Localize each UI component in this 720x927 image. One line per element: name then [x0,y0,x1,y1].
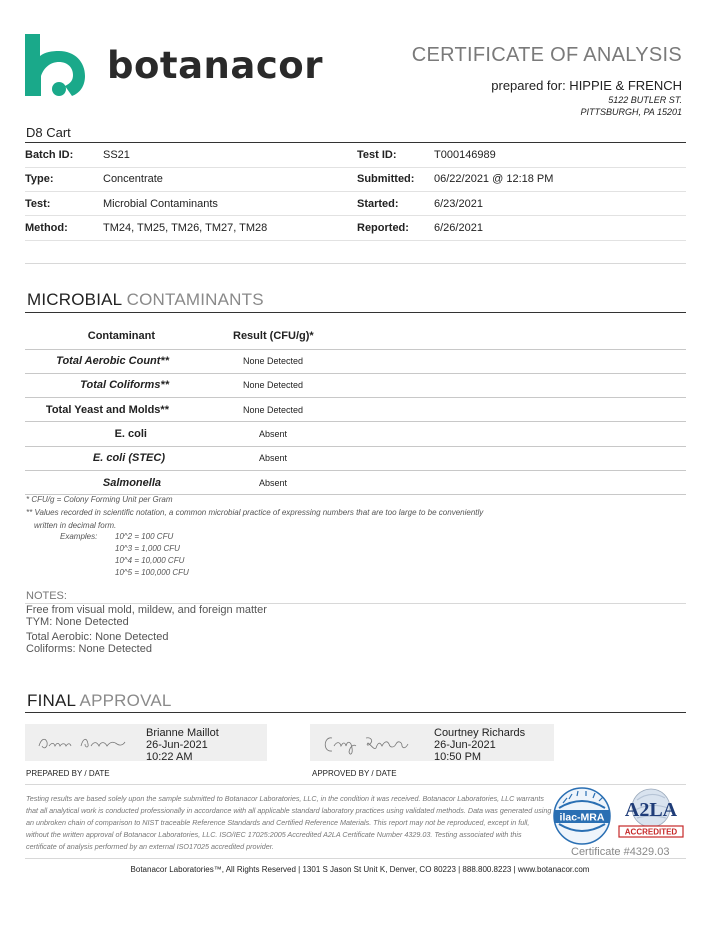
note-line: Free from visual mold, mildew, and foreign matter [26,604,267,616]
test-value: Microbial Contaminants [103,192,357,216]
type-label: Type: [25,167,103,191]
reported-label: Reported: [357,216,434,240]
contaminant-result: Absent [177,422,686,446]
prepared-for: prepared for: HIPPIE & FRENCH [491,78,682,93]
table-row [25,446,686,470]
col-contaminant: Contaminant [25,324,177,349]
approver-date: 26-Jun-2021 [434,739,496,751]
preparer-signature [25,724,135,761]
batch-id-label: Batch ID: [25,143,103,167]
submitted-label: Submitted: [357,167,434,191]
table-row [25,349,686,373]
col-result: Result (CFU/g)* [177,324,686,349]
microbial-section-title: MICROBIAL CONTAMINANTS [27,290,264,309]
client-address-line1: 5122 BUTLER ST. [608,95,682,105]
table-row [25,470,686,494]
example-line: 10^3 = 1,000 CFU [115,544,180,553]
table-row [25,422,686,446]
footnote-notation: ** Values recorded in scientific notation, a common microbial practice of expressing numbers that are too large to be conveniently [26,508,484,517]
microbial-results-table [25,324,686,495]
botanacor-logo [25,34,323,96]
reported-value: 6/26/2021 [434,216,686,240]
type-value: Concentrate [103,167,357,191]
client-address-line2: PITTSBURGH, PA 15201 [580,107,682,117]
preparer-signature-box [25,724,267,761]
prepared-by-caption: PREPARED BY / DATE [26,769,110,778]
notes-heading: NOTES: [26,590,67,602]
batch-id-value: SS21 [103,143,357,167]
preparer-date: 26-Jun-2021 [146,739,208,751]
started-label: Started: [357,192,434,216]
certificate-number: Certificate #4329.03 [571,846,670,858]
preparer-name: Brianne Maillot [146,727,219,739]
example-line: 10^2 = 100 CFU [115,532,174,541]
started-value: 6/23/2021 [434,192,686,216]
svg-text:ilac-MRA: ilac-MRA [559,811,605,824]
examples-label: Examples: [60,532,98,541]
contaminant-result: None Detected [177,349,686,373]
microbial-divider [25,312,686,313]
method-value: TM24, TM25, TM26, TM27, TM28 [103,216,357,240]
contaminant-name: E. coli (STEC) [25,446,177,470]
page-footer: Botanacor Laboratories™, All Rights Reserved | 1301 S Jason St Unit K, Denver, CO 80223 | 888.800.8223 | www.botanacor.com [130,865,590,874]
svg-text:ACCREDITED: ACCREDITED [624,827,678,837]
contaminant-result: None Detected [177,398,686,422]
footnote-cfu: * CFU/g = Colony Forming Unit per Gram [26,495,173,504]
contaminant-name: Total Coliforms** [25,373,177,397]
contaminant-result: None Detected [177,373,686,397]
table-header-row [25,324,686,349]
table-row [25,192,686,216]
table-row [25,216,686,240]
footer-divider [25,858,686,859]
test-label: Test: [25,192,103,216]
contaminant-name: Total Aerobic Count** [25,349,177,373]
submitted-value: 06/22/2021 @ 12:18 PM [434,167,686,191]
table-row [25,167,686,191]
example-line: 10^5 = 100,000 CFU [115,568,189,577]
method-label: Method: [25,216,103,240]
certificate-title: CERTIFICATE OF ANALYSIS [411,44,682,66]
contaminant-result: Absent [177,470,686,494]
contaminant-name: Salmonella [25,470,177,494]
a2la-accredited-icon [619,789,683,837]
table-row [25,398,686,422]
approver-signature-box [310,724,554,761]
note-line: Coliforms: None Detected [26,643,152,655]
product-name: D8 Cart [26,125,71,140]
note-line: TYM: None Detected [26,616,129,628]
svg-text:A2LA: A2LA [624,799,678,821]
info-bottom-divider [25,263,686,264]
brand-name: botanacor [107,43,323,87]
approved-by-caption: APPROVED BY / DATE [312,769,397,778]
accreditation-badges [553,786,687,846]
example-line: 10^4 = 10,000 CFU [115,556,185,565]
test-id-label: Test ID: [357,143,434,167]
sample-info-table [25,143,686,241]
test-id-value: T000146989 [434,143,686,167]
table-row [25,143,686,167]
contaminant-name: E. coli [25,422,177,446]
approval-section-title: FINAL APPROVAL [27,691,172,710]
approver-time: 10:50 PM [434,751,482,763]
contaminant-name: Total Yeast and Molds** [25,398,177,422]
table-row [25,373,686,397]
contaminant-result: Absent [177,446,686,470]
disclaimer-text: Testing results are based solely upon the sample submitted to Botanacor Laboratories, LLC, in the condition it was received. Botanacor Laboratories, LLC warrants that all analytical work is conducted professionally in accordance with all applicable standard laboratory practices using validated methods. Data was generated using an unbroken chain of comparison to NIST traceable Reference Standards and Certified Reference Materials. This report may not be reproduced, except in full, without the written approval of Botanacor Laboratories, LLC. ISO/IEC 17025:2005 Accredited A2LA Certificate Number 4329.03. Testing associated with this certificate of analysis performed by an external ISO17025 accredited provider. [26,794,552,852]
footnote-notation-cont: written in decimal form. [34,521,117,530]
disclaimer-divider [25,784,686,785]
ilac-mra-icon [554,788,610,844]
approval-divider [25,712,686,713]
logo-mark-icon [25,34,89,96]
note-line: Total Aerobic: None Detected [26,631,169,643]
approver-signature [310,724,422,761]
preparer-time: 10:22 AM [146,751,193,763]
approver-name: Courtney Richards [434,727,526,739]
